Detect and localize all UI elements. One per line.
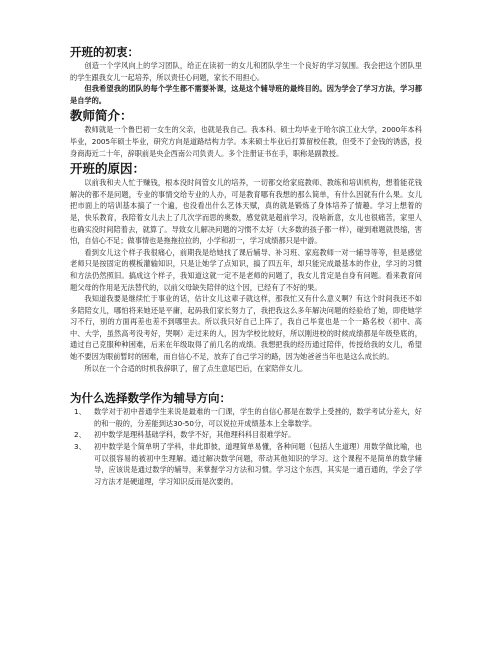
purpose-paragraph-2: 但我希望我的团队的每个学生都不需要补课，这是这个辅导班的最终目的。因为学会了学习方法，学习都是自学的。 (70, 84, 422, 105)
teacher-paragraph-1: 教师就是一个鲁巴初一女生的父亲，也就是我自己。我本科、硕士均毕业于哈尔滨工业大学，2000年本科毕业，2005年硕士毕业，研究方向是道路结构力学。本来硕士毕业后打算留校任教，但受不了金钱的诱惑，投身商海近二十年，辞职前是央企西南公司负责人。多个注册证书在手，职称是副教授。 (70, 125, 422, 158)
list-item-number: 1、 (74, 407, 86, 417)
section-spacer (70, 374, 422, 390)
list-item-text: 初中数学是理科基础学科，数学不好，其他理科科目很难学好。 (94, 430, 296, 440)
list-item (70, 406, 422, 429)
section-title-purpose: 开班的初衷： (70, 45, 139, 59)
list-item (70, 441, 422, 487)
purpose-paragraph-1: 创造一个学风向上的学习团队，给正在读初一的女儿和团队学生一个良好的学习氛围。我会把这个团队里的学生跟我女儿一起培养，所以责任心问题，家长不用担心。 (70, 61, 422, 82)
section-title-reason: 开班的原因： (70, 161, 146, 177)
reason-paragraph-2: 看到女儿这个样子我很痛心，前期我是给她找了课后辅导、补习班、家庭教师一对一辅导等等，但是感觉老师只是按固定的模板灌输知识，只是让她学了点知识，搞了四五年，却只能完成最基本的作业，学习的习惯和方法仍然照旧。搞成这个样子，我知道这就一定不是老师的问题了，我女儿肯定是自身有问题。看来教育问题父母的作用是无法替代的，以前父母缺失陪伴的这个因，已经有了不好的果。 (70, 247, 422, 292)
list-item-number: 2、 (74, 430, 86, 440)
reason-paragraph-4: 所以在一个合适的时机我辞职了，留了点生意尾巴后，在家陪伴女儿。 (84, 363, 308, 373)
reason-paragraph-1: 以前我和夫人忙于赚钱，根本没时间管女儿的培养，一切都交给家庭教师、教练和培训机构，想着能花钱解决的都不是问题，专业的事情交给专业的人办，可是教育哪有我想的那么简单，有什么因就有什么果。女儿把市面上的培训基本搞了一个遍，也没看出什么艺体天赋，真的就是锻炼了身体培养了情趣。学习上想着的是，快乐教育，我陪着女儿去上了几次学而思的奥数，感觉就是超前学习，没啥新意，女儿也很痛苦，家里人也确实没时间陪着去，就算了。导致女儿解决问题的习惯不太好（大多数的孩子都一样），碰到难题就畏缩，害怕，自信心不足；做事情也是拖拖拉拉的，小学和初一，学习成绩都只是中游。 (70, 178, 422, 246)
list-item-number: 3、 (74, 442, 86, 452)
list-item (70, 429, 422, 441)
reason-paragraph-3: 我知道我要是继续忙于事业的话，估计女儿这辈子就这样，那我忙又有什么意义啊？有这个时间我还不如多陪陪女儿，哪怕将来她还是平庸，起码我们家长努力了，我把我这么多年解决问题的经验给了她，即使她学习不行，别的方面再差也差不到哪里去。所以我只好自己上阵了，我自己毕竟也是一个一路名校（初中、高中、大学，虽然高考没考好，哭啊）走过来的人，因为学校比较好，所以刚进校的时候成绩都是年级垫底的，通过自己克服种种困难，后来在年级取得了前几名的成绩。我想把我的经历通过陪伴，传授给我的女儿，希望她不要因为眼前暂时的困难，而自信心不足，放弃了自己学习的路，因为她爸爸当年也是这么成长的。 (70, 294, 422, 362)
list-item-text: 数学对于初中普通学生来说是最难的一门课，学生的自信心都是在数学上受挫的，数学考试分差大，好的和一般的，分差能到达30-50分，可以说拉开成绩基本上全靠数学。 (94, 407, 422, 428)
why-math-list (70, 406, 422, 487)
section-title-why-math: 为什么选择数学作为辅导方向： (70, 391, 231, 406)
list-item-text: 初中数学是个简单明了学科，非此即彼，道理简单易懂，各种问题（包括人生道理）用数学做比喻，也可以很容易的被初中生理解。通过解决数学问题，带动其他知识的学习。这个课程不是简单的数学辅导，应该说是通过数学的辅导，来掌握学习方法和习惯。学习这个东西，其实是一通百通的，学会了学习方法才是硬道理，学习知识反而是次要的。 (94, 442, 422, 486)
section-title-teacher: 教师简介： (70, 108, 133, 124)
